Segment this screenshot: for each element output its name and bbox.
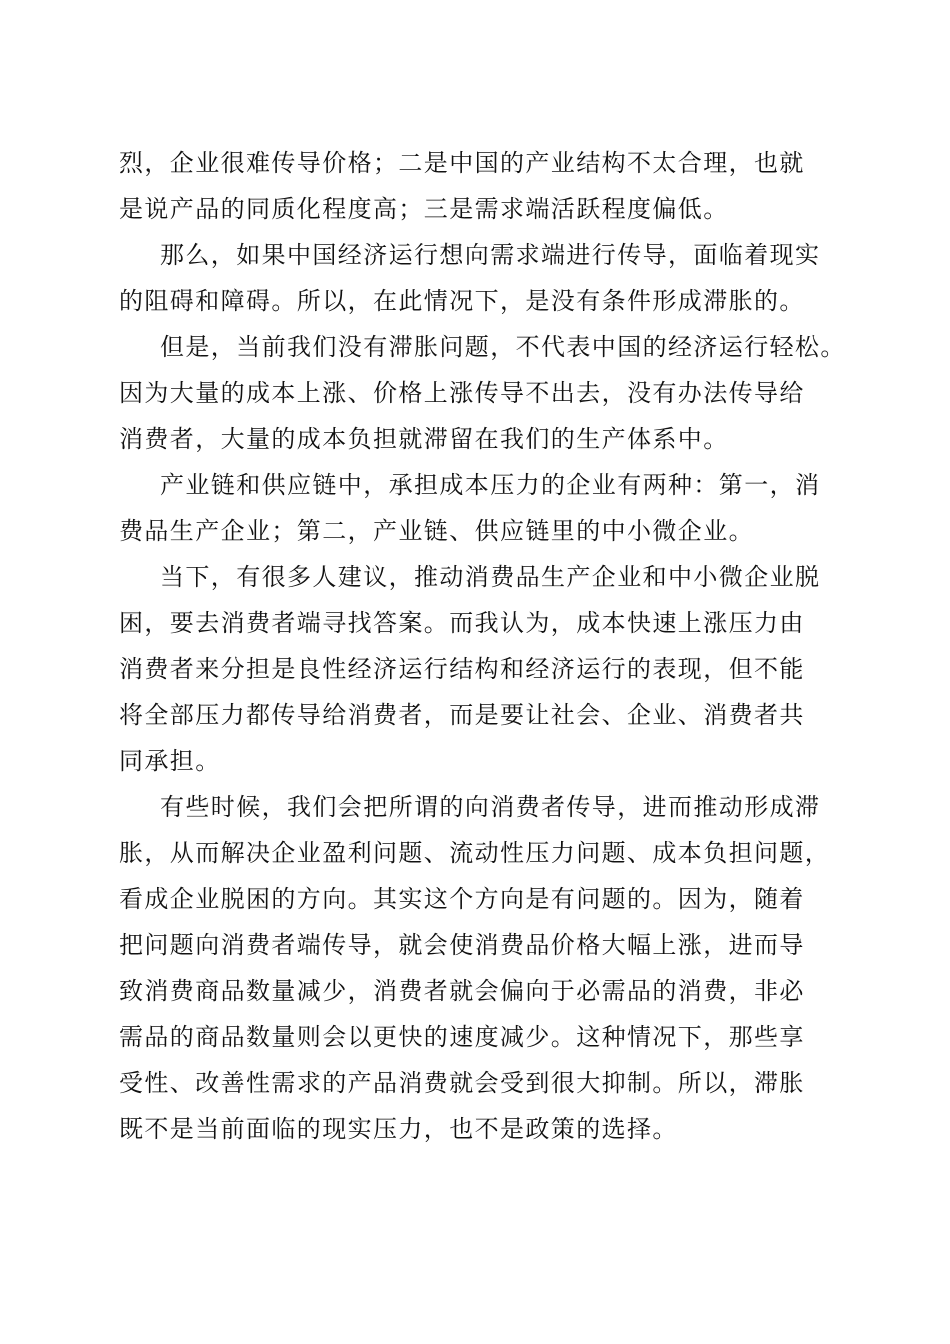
- text-line: 因为大量的成本上涨、价格上涨传导不出去，没有办法传导给: [119, 379, 805, 407]
- text-line: 胀，从而解决企业盈利问题、流动性压力问题、成本负担问题，: [119, 839, 831, 867]
- text-line: 的阻碍和障碍。所以，在此情况下，是没有条件形成滞胀的。: [119, 287, 805, 315]
- text-line: 消费者来分担是良性经济运行结构和经济运行的表现，但不能: [119, 655, 805, 683]
- text-line: 困，要去消费者端寻找答案。而我认为，成本快速上涨压力由: [119, 609, 805, 637]
- text-line: 烈，企业很难传导价格；二是中国的产业结构不太合理，也就: [119, 149, 805, 177]
- text-line: 是说产品的同质化程度高；三是需求端活跃程度偏低。: [119, 195, 729, 223]
- text-line: 产业链和供应链中，承担成本压力的企业有两种：第一，消: [160, 471, 821, 499]
- text-line: 致消费商品数量减少，消费者就会偏向于必需品的消费，非必: [119, 977, 805, 1005]
- text-line: 消费者，大量的成本负担就滞留在我们的生产体系中。: [119, 425, 729, 453]
- text-line: 看成企业脱困的方向。其实这个方向是有问题的。因为，随着: [119, 885, 805, 913]
- text-line: 有些时候，我们会把所谓的向消费者传导，进而推动形成滞: [160, 793, 821, 821]
- text-line: 费品生产企业；第二，产业链、供应链里的中小微企业。: [119, 517, 754, 545]
- text-line: 把问题向消费者端传导，就会使消费品价格大幅上涨，进而导: [119, 931, 805, 959]
- text-line: 当下，有很多人建议，推动消费品生产企业和中小微企业脱: [160, 563, 821, 591]
- text-line: 受性、改善性需求的产品消费就会受到很大抑制。所以，滞胀: [119, 1069, 805, 1097]
- text-line: 将全部压力都传导给消费者，而是要让社会、企业、消费者共: [119, 701, 805, 729]
- text-line: 既不是当前面临的现实压力，也不是政策的选择。: [119, 1115, 678, 1143]
- text-line: 需品的商品数量则会以更快的速度减少。这种情况下，那些享: [119, 1023, 805, 1051]
- text-line: 那么，如果中国经济运行想向需求端进行传导，面临着现实: [160, 241, 821, 269]
- text-line: 但是，当前我们没有滞胀问题，不代表中国的经济运行轻松。: [160, 333, 846, 361]
- text-line: 同承担。: [119, 747, 221, 775]
- body-text: [119, 140, 846, 1152]
